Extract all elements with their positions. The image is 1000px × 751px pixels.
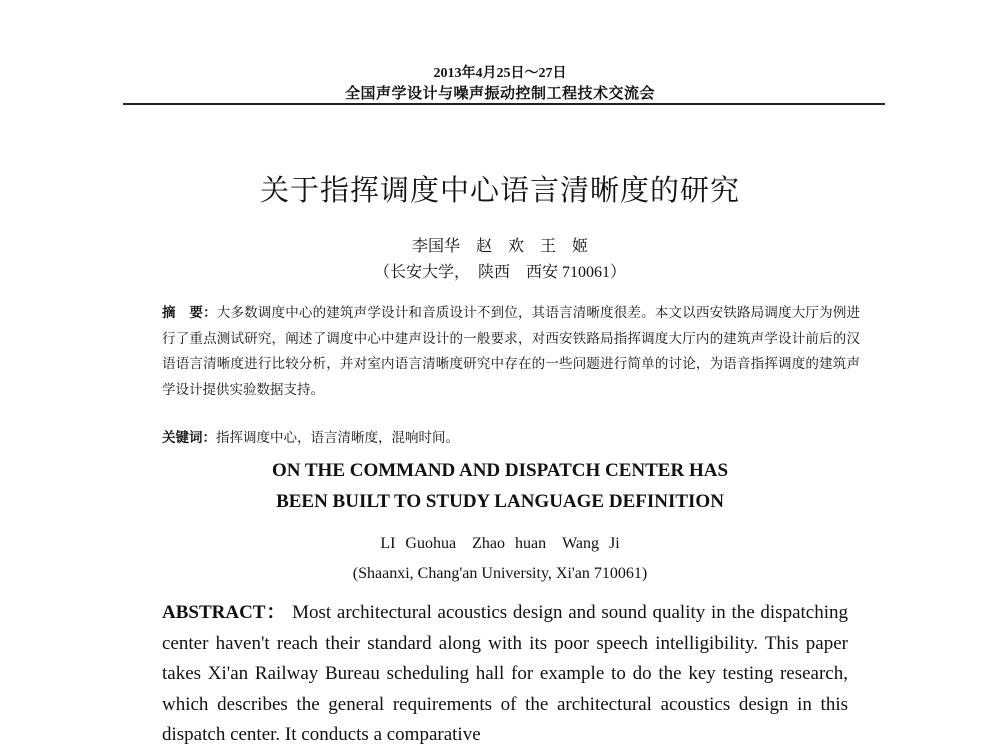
english-title-line: BEEN BUILT TO STUDY LANGUAGE DEFINITION <box>276 491 724 512</box>
conference-name: 全国声学设计与噪声振动控制工程技术交流会 <box>344 86 655 102</box>
chinese-abstract <box>162 300 860 402</box>
keywords-label: 关键词： <box>162 430 216 445</box>
english-abstract <box>162 598 848 751</box>
conference-date: 2013年4月25日～27日 <box>433 66 567 81</box>
keywords-text: 指挥调度中心，语言清晰度，混响时间。 <box>216 430 459 445</box>
english-abstract-label: ABSTRACT： <box>162 602 287 623</box>
english-authors: LI Guohua Zhao huan Wang Ji <box>380 535 620 552</box>
english-title-line: ON THE COMMAND AND DISPATCH CENTER HAS <box>271 460 729 481</box>
abstract-text: 大多数调度中心的建筑声学设计和音质设计不到位，其语言清晰度很差。本文以西安铁路局调度大厅为例进行了重点测试研究，阐述了调度中心中建声设计的一般要求，对西安铁路局指挥调度大厅内的建筑声学设计前后的汉语语言清晰度进行比较分析，并对室内语言清晰度研究中存在的一些问题进行简单的讨论，为语音指挥调度的建筑声学设计提供实验数据支持。 <box>162 305 861 397</box>
english-abstract-text: Most architectural acoustics design and sound quality in the dispatching center haven't reach their standard along with its poor speech intelligibility. This paper takes Xi'an Railway Bureau scheduling hall for example to do the key testing research, which describes the general requirements of the architectural acoustics design in this dispatch center. It conducts a comparative <box>162 602 848 745</box>
affiliation: （长安大学， 陕西 西安 710061） <box>373 264 626 281</box>
english-affiliation: (Shaanxi, Chang'an University, Xi'an 710061) <box>352 565 648 582</box>
header-rule <box>123 103 885 105</box>
authors: 李国华 赵 欢 王 姬 <box>411 238 588 255</box>
abstract-label: 摘 要： <box>162 305 217 320</box>
keywords <box>162 426 459 446</box>
paper-title: 关于指挥调度中心语言清晰度的研究 <box>259 173 740 207</box>
english-title <box>0 455 1000 517</box>
